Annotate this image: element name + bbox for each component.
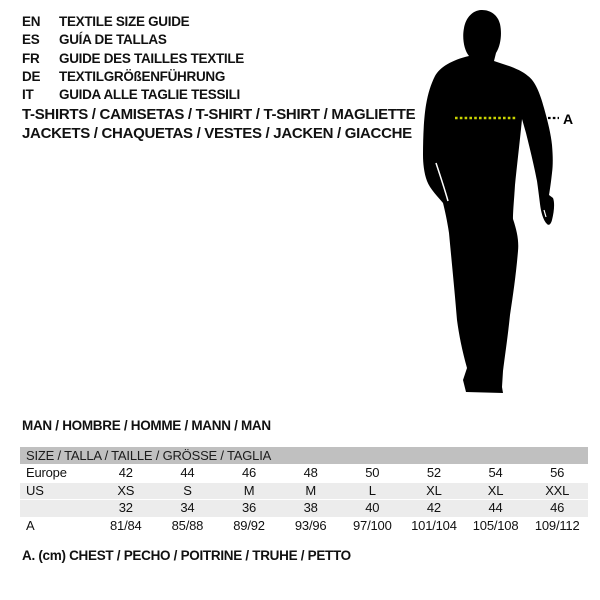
size-value: 42 [426, 500, 441, 516]
row-label: US [26, 482, 44, 498]
row-label: A [26, 517, 35, 533]
size-value: 42 [118, 465, 133, 480]
size-value: XL [487, 482, 504, 498]
size-value: 89/92 [233, 517, 265, 533]
lang-label: GUÍA DE TALLAS [59, 32, 167, 48]
lang-label: GUIDE DES TAILLES TEXTILE [59, 50, 245, 66]
lang-row-en [22, 13, 244, 31]
size-value: 40 [365, 500, 380, 516]
lang-label: GUIDA ALLE TAGLIE TESSILI [59, 87, 240, 103]
category-line-jackets: JACKETS / CHAQUETAS / VESTES / JACKEN / GIACCHE [22, 124, 412, 142]
size-table [20, 447, 588, 535]
lang-code: EN [22, 14, 41, 29]
size-value: 56 [550, 465, 565, 480]
table-row-europe [20, 465, 588, 483]
size-value: 50 [365, 465, 380, 480]
lang-row-it [22, 86, 244, 104]
size-value: 109/112 [534, 517, 580, 533]
language-list [22, 13, 244, 104]
size-value: M [305, 482, 316, 498]
table-row-us [20, 483, 588, 501]
size-value: 48 [303, 465, 318, 480]
measure-label-a: A [563, 111, 574, 127]
size-value: 105/108 [472, 517, 519, 533]
size-value: 44 [180, 465, 195, 480]
table-row-chest-cm [20, 518, 588, 536]
man-silhouette [423, 10, 554, 393]
category-line-tshirts: T-SHIRTS / CAMISETAS / T-SHIRT / T-SHIRT / MAGLIETTE [22, 106, 416, 123]
size-value: XL [426, 482, 442, 498]
size-value: 97/100 [353, 517, 392, 533]
size-value: XS [117, 482, 135, 498]
size-value: 46 [242, 465, 257, 480]
lang-row-de [22, 68, 244, 86]
section-title-man: MAN / HOMBRE / HOMME / MANN / MAN [22, 418, 271, 433]
size-value: 46 [550, 500, 565, 516]
row-label: Europe [26, 465, 67, 480]
measurement-footnote: A. (cm) CHEST / PECHO / POITRINE / TRUHE / PETTO [22, 548, 351, 563]
lang-row-fr [22, 50, 244, 68]
size-value: 34 [180, 500, 195, 516]
size-value: 32 [118, 500, 133, 516]
size-value: 44 [488, 500, 503, 516]
lang-code: FR [22, 50, 40, 66]
table-row-numeric [20, 500, 588, 518]
man-silhouette-figure [400, 5, 590, 405]
size-value: 85/88 [171, 517, 204, 533]
size-value: M [243, 482, 255, 498]
lang-code: ES [22, 32, 40, 48]
size-value: 36 [242, 500, 257, 516]
lang-row-es [22, 31, 244, 49]
lang-code: IT [22, 87, 34, 103]
row-label [20, 500, 95, 517]
size-value: 81/84 [110, 517, 142, 533]
size-value: 52 [426, 465, 441, 480]
size-value: 93/96 [294, 517, 327, 533]
size-value: L [368, 482, 376, 498]
size-value: XXL [545, 482, 570, 498]
size-value: S [183, 482, 192, 498]
category-lines [22, 106, 415, 143]
size-table-header: SIZE / TALLA / TAILLE / GRÖSSE / TAGLIA [20, 447, 588, 465]
lang-label: TEXTILGRÖßENFÜHRUNG [59, 68, 226, 84]
lang-label: TEXTILE SIZE GUIDE [59, 14, 190, 29]
lang-code: DE [22, 68, 41, 84]
size-value: 38 [303, 500, 318, 516]
size-value: 101/104 [411, 517, 457, 533]
size-value: 54 [488, 465, 503, 480]
